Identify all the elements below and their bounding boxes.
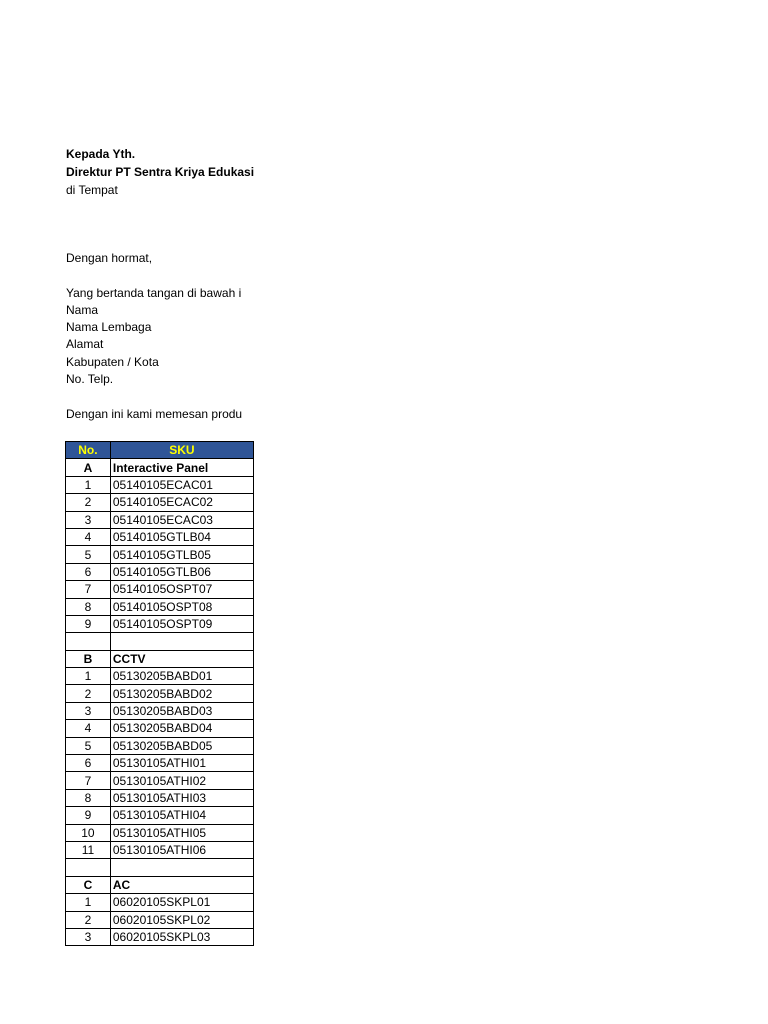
recipient-place: di Tempat	[66, 183, 118, 197]
row-number: 5	[66, 546, 111, 563]
row-number: 4	[66, 528, 111, 545]
recipient-company: Direktur PT Sentra Kriya Edukasi	[66, 165, 254, 179]
row-number	[66, 633, 111, 650]
row-sku: 05130105ATHI03	[110, 789, 253, 806]
table-row	[66, 615, 254, 632]
intro-text: Yang bertanda tangan di bawah i	[66, 286, 242, 300]
row-sku: 05140105GTLB04	[110, 528, 253, 545]
table-row	[66, 702, 254, 719]
row-number: 3	[66, 928, 111, 945]
greeting: Dengan hormat,	[66, 251, 153, 265]
header-no: No.	[66, 442, 111, 459]
table-row	[66, 720, 254, 737]
sku-table	[65, 441, 254, 946]
row-number: 1	[66, 476, 111, 493]
section-row	[66, 650, 254, 667]
table-row	[66, 494, 254, 511]
row-number: B	[66, 650, 111, 667]
table-row	[66, 476, 254, 493]
field-nama-lembaga: Nama Lembaga	[66, 320, 152, 334]
row-number: 3	[66, 702, 111, 719]
row-sku: 05140105ECAC02	[110, 494, 253, 511]
table-row	[66, 546, 254, 563]
row-number: 8	[66, 789, 111, 806]
table-row	[66, 511, 254, 528]
row-number: 5	[66, 737, 111, 754]
row-sku: 05130205BABD01	[110, 668, 253, 685]
row-number: 2	[66, 494, 111, 511]
row-sku: 05140105OSPT07	[110, 581, 253, 598]
section-row	[66, 876, 254, 893]
row-sku	[110, 633, 253, 650]
section-title: AC	[110, 876, 253, 893]
table-row	[66, 789, 254, 806]
row-number	[66, 859, 111, 876]
table-row	[66, 807, 254, 824]
row-sku: 05130105ATHI02	[110, 772, 253, 789]
row-number: 2	[66, 685, 111, 702]
field-telp: No. Telp.	[66, 372, 114, 386]
row-number: 9	[66, 615, 111, 632]
row-sku	[110, 859, 253, 876]
row-sku: 05130105ATHI01	[110, 755, 253, 772]
row-sku: 05130105ATHI06	[110, 841, 253, 858]
row-sku: 05130205BABD05	[110, 737, 253, 754]
table-row	[66, 563, 254, 580]
table-row	[66, 928, 254, 945]
order-line: Dengan ini kami memesan produ	[66, 407, 243, 421]
row-number: 4	[66, 720, 111, 737]
section-title: Interactive Panel	[110, 459, 253, 476]
row-number: 9	[66, 807, 111, 824]
row-number: 3	[66, 511, 111, 528]
row-sku: 05140105GTLB06	[110, 563, 253, 580]
row-number: 10	[66, 824, 111, 841]
row-sku: 05130205BABD03	[110, 702, 253, 719]
header-sku: SKU	[110, 442, 253, 459]
recipient-salutation: Kepada Yth.	[66, 147, 136, 161]
blank-row	[66, 633, 254, 650]
table-row	[66, 841, 254, 858]
row-sku: 05130105ATHI04	[110, 807, 253, 824]
table-row	[66, 772, 254, 789]
document-page	[0, 0, 254, 1024]
table-row	[66, 528, 254, 545]
table-row	[66, 755, 254, 772]
row-number: 11	[66, 841, 111, 858]
row-number: 6	[66, 563, 111, 580]
row-number: A	[66, 459, 111, 476]
table-row	[66, 598, 254, 615]
row-sku: 06020105SKPL01	[110, 894, 253, 911]
table-row	[66, 685, 254, 702]
section-title: CCTV	[110, 650, 253, 667]
row-sku: 05130205BABD02	[110, 685, 253, 702]
table-header-row	[66, 442, 254, 459]
row-number: 6	[66, 755, 111, 772]
row-number: 2	[66, 911, 111, 928]
field-nama: Nama	[66, 303, 99, 317]
row-sku: 05130205BABD04	[110, 720, 253, 737]
section-row	[66, 459, 254, 476]
table-row	[66, 581, 254, 598]
row-sku: 05140105OSPT09	[110, 615, 253, 632]
table-body	[66, 459, 254, 946]
row-sku: 05130105ATHI05	[110, 824, 253, 841]
table-row	[66, 737, 254, 754]
row-number: 7	[66, 772, 111, 789]
table-row	[66, 824, 254, 841]
row-sku: 05140105OSPT08	[110, 598, 253, 615]
row-number: C	[66, 876, 111, 893]
row-number: 7	[66, 581, 111, 598]
field-alamat: Alamat	[66, 337, 104, 351]
table-row	[66, 668, 254, 685]
row-number: 8	[66, 598, 111, 615]
row-number: 1	[66, 894, 111, 911]
row-sku: 06020105SKPL03	[110, 928, 253, 945]
table-row	[66, 894, 254, 911]
row-sku: 05140105GTLB05	[110, 546, 253, 563]
blank-row	[66, 859, 254, 876]
row-sku: 05140105ECAC03	[110, 511, 253, 528]
field-kabupaten: Kabupaten / Kota	[66, 355, 159, 369]
row-sku: 06020105SKPL02	[110, 911, 253, 928]
row-number: 1	[66, 668, 111, 685]
row-sku: 05140105ECAC01	[110, 476, 253, 493]
table-row	[66, 911, 254, 928]
